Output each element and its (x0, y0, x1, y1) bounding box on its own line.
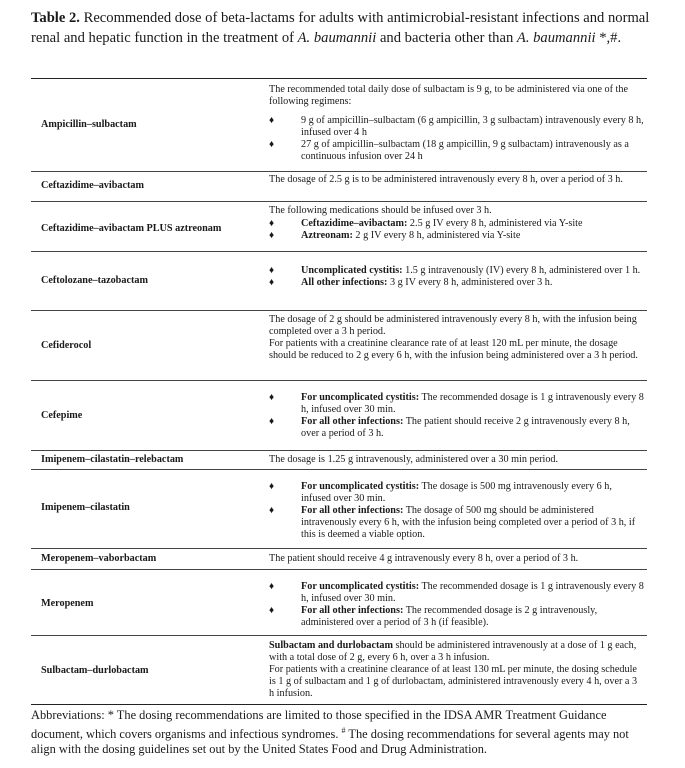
dosing-description (269, 481, 644, 541)
dosing-heading: Sulbactam and durlobactam (269, 640, 393, 651)
bullet-text: The dosage is 500 mg intravenously every 6 h, infused over 30 min. (301, 481, 612, 504)
caption-text: and bacteria other than (376, 30, 517, 46)
bullet-heading: Aztreonam: (301, 230, 353, 241)
dosing-description (269, 314, 644, 362)
drug-name: Ceftazidime–avibactam PLUS aztreonam (41, 223, 222, 234)
bullet-text: The dosage of 500 mg should be administered intravenously every 6 h, with the infusion being completed over a period of 3 h, if this is deemed a viable option. (301, 505, 636, 540)
list-item (269, 505, 644, 541)
drug-name: Meropenem–vaborbactam (41, 553, 157, 564)
diamond-bullet-icon: ♦ (269, 605, 275, 616)
bullet-text: 2 g IV every 8 h, administered via Y-site (352, 230, 521, 241)
dosing-text: The dosage of 2.5 g is to be administered intravenously every 8 h, over a period of 3 h. (269, 174, 623, 185)
table-row (31, 548, 647, 570)
diamond-bullet-icon: ♦ (269, 265, 275, 276)
drug-name: Meropenem (41, 598, 94, 609)
dosing-description (269, 454, 644, 466)
table-row (31, 251, 647, 311)
dosing-description (269, 581, 644, 629)
dosing-text: The dosage of 2 g should be administered intravenously every 8 h, with the infusion being completed over a 3 h period. (269, 314, 637, 337)
bullet-heading: Uncomplicated cystitis: (301, 265, 403, 276)
list-item (269, 481, 644, 505)
dosing-text: The recommended total daily dose of sulbactam is 9 g, to be administered via one of the following regimens: (269, 84, 629, 107)
bullet-text: The recommended dosage is 2 g intravenously, administered over a period of 3 h (if feasible). (301, 605, 598, 628)
footnote-mark: # (341, 726, 346, 735)
dosing-description (269, 640, 644, 700)
bullet-text: 27 g of ampicillin–sulbactam (18 g ampicillin, 9 g sulbactam) intravenously as a continuous infusion over 24 h (301, 139, 629, 162)
dosing-text (269, 640, 644, 664)
diamond-bullet-icon: ♦ (269, 139, 275, 150)
diamond-bullet-icon: ♦ (269, 277, 275, 288)
list-item (269, 139, 644, 163)
list-item (269, 605, 644, 629)
diamond-bullet-icon: ♦ (269, 416, 275, 427)
bullet-heading: For all other infections: (301, 416, 404, 427)
bullet-heading: For all other infections: (301, 505, 404, 516)
bullet-text: The patient should receive 2 g intravenously every 8 h, over a period of 3 h. (301, 416, 630, 439)
dosing-description (269, 265, 644, 289)
drug-name: Imipenem–cilastatin (41, 502, 130, 513)
bullet-text: 9 g of ampicillin–sulbactam (6 g ampicillin, 3 g sulbactam) intravenously every 8 h, infused over 4 h (301, 115, 644, 138)
caption-organism: A. baumannii (516, 30, 596, 46)
diamond-bullet-icon: ♦ (269, 218, 275, 229)
bullet-heading: Ceftazidime–avibactam: (301, 218, 408, 229)
caption-text: Recommended dose of beta-lactams for adults with antimicrobial-resistant infections and normal renal and hepatic function in the treatment of (31, 10, 650, 46)
dosing-text: The dosage is 1.25 g intravenously, administered over a 30 min period. (269, 454, 559, 465)
caption-text: *,#. (595, 30, 622, 46)
dosing-text: The following medications should be infused over 3 h. (269, 205, 492, 216)
bullet-text: 1.5 g intravenously (IV) every 8 h, administered over 1 h. (402, 265, 641, 276)
drug-name: Ampicillin–sulbactam (41, 119, 137, 130)
drug-name: Ceftazidime–avibactam (41, 180, 144, 191)
diamond-bullet-icon: ♦ (269, 115, 275, 126)
caption-organism: A. baumannii (297, 30, 377, 46)
list-item (269, 581, 644, 605)
table-caption (31, 8, 651, 48)
drug-name: Sulbactam–durlobactam (41, 665, 149, 676)
diamond-bullet-icon: ♦ (269, 505, 275, 516)
table-row (31, 469, 647, 549)
dosing-description (269, 84, 644, 163)
list-item (269, 265, 644, 277)
dosing-text: The patient should receive 4 g intravenously every 8 h, over a period of 3 h. (269, 553, 579, 564)
list-item (269, 115, 644, 139)
bullet-text: The recommended dosage is 1 g intravenously every 8 h, infused over 30 min. (301, 581, 644, 604)
list-item (269, 218, 644, 230)
bullet-heading: For uncomplicated cystitis: (301, 392, 420, 403)
diamond-bullet-icon: ♦ (269, 481, 275, 492)
list-item (269, 277, 644, 289)
drug-name: Cefepime (41, 410, 83, 421)
dosing-text: For patients with a creatinine clearance of at least 130 mL per minute, the dosing schedule is 1 g of sulbactam and 1 g of durlobactam, administered intravenously every 4 h, over a 3 h infusion. (269, 664, 638, 699)
bullet-heading: For all other infections: (301, 605, 404, 616)
list-item (269, 392, 644, 416)
caption-label: Table 2. (31, 10, 80, 26)
table-row (31, 450, 647, 470)
diamond-bullet-icon: ♦ (269, 581, 275, 592)
table-row (31, 201, 647, 252)
dosing-text-span: should be administered intravenously at a dose of 1 g each, with a total dose of 2 g, every 6 h, over a 3 h infusion. (269, 640, 637, 663)
bullet-heading: For uncomplicated cystitis: (301, 481, 420, 492)
drug-name: Imipenem–cilastatin–relebactam (41, 454, 184, 465)
table-footnote (31, 708, 651, 757)
list-item (269, 416, 644, 440)
drug-name: Ceftolozane–tazobactam (41, 275, 148, 286)
list-item (269, 230, 644, 242)
footnote-text: The dosing recommendations for several agents may not align with the dosing guidelines set out by the United States Food and Drug Administration. (31, 727, 629, 757)
table-row (31, 310, 647, 381)
footnote-text: Abbreviations: * The dosing recommendations are limited to those specified in the IDSA AMR Treatment Guidance document, which covers organisms and infectious syndromes. (31, 708, 607, 742)
diamond-bullet-icon: ♦ (269, 392, 275, 403)
table-row (31, 380, 647, 451)
diamond-bullet-icon: ♦ (269, 230, 275, 241)
bullet-heading: All other infections: (301, 277, 388, 288)
table-row (31, 635, 647, 705)
table-row (31, 79, 647, 172)
table-row (31, 171, 647, 202)
dosing-description (269, 392, 644, 440)
bullet-text: 2.5 g IV every 8 h, administered via Y-site (407, 218, 583, 229)
dosing-description (269, 205, 644, 242)
bullet-text: 3 g IV every 8 h, administered over 3 h. (387, 277, 553, 288)
dosing-text: For patients with a creatinine clearance rate of at least 120 mL per minute, the dosage should be reduced to 2 g every 6 h, with the infusion being administered over a 3 h period. (269, 338, 638, 361)
bullet-heading: For uncomplicated cystitis: (301, 581, 420, 592)
table-row (31, 569, 647, 636)
dosing-description (269, 174, 644, 186)
dosing-description (269, 553, 644, 565)
drug-name: Cefiderocol (41, 340, 92, 351)
bullet-text: The recommended dosage is 1 g intravenously every 8 h, infused over 30 min. (301, 392, 644, 415)
